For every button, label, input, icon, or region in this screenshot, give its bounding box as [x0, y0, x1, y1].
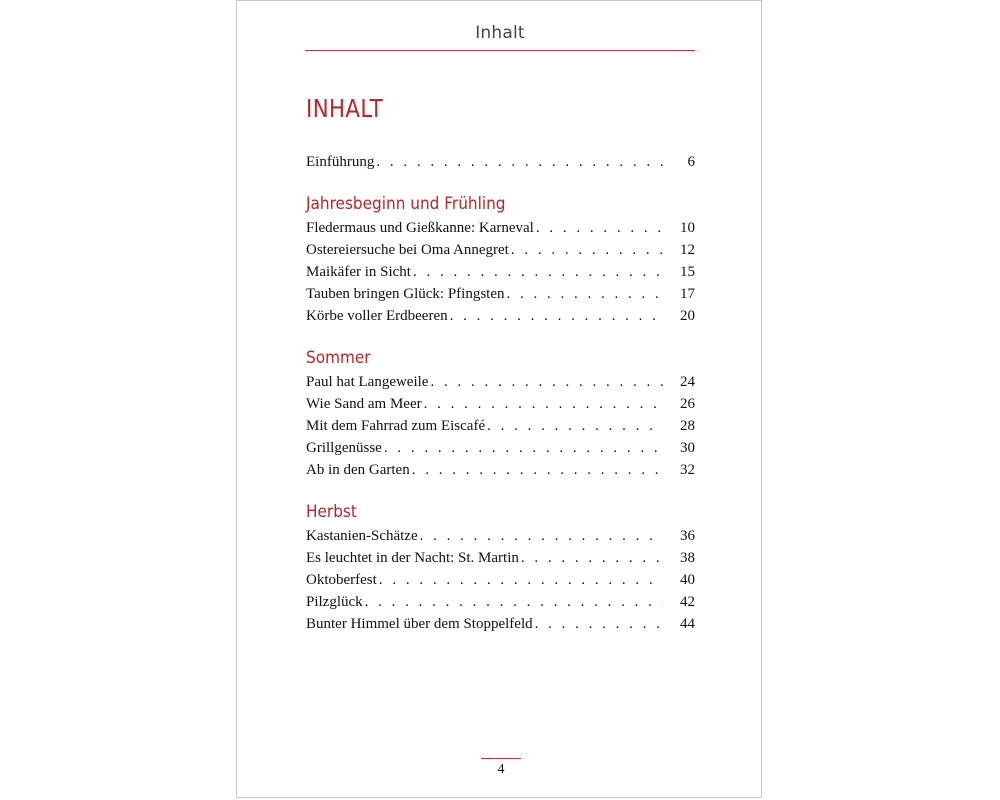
- leader-dots: [487, 415, 663, 437]
- running-head: Inhalt: [475, 23, 525, 43]
- toc-entry[interactable]: [306, 547, 695, 569]
- toc-entry-page: 28: [680, 418, 695, 434]
- leader-dots: [450, 305, 663, 327]
- toc-entry-page: 26: [680, 396, 695, 412]
- toc-entry-page: 10: [680, 220, 695, 236]
- leader-dots: [430, 371, 663, 393]
- leader-dots: [365, 591, 663, 613]
- toc-entry[interactable]: [306, 415, 695, 437]
- leader-dots: [536, 217, 663, 239]
- toc-entry-page: 17: [680, 286, 695, 302]
- header-rule: [305, 50, 695, 51]
- toc-entry-label: Paul hat Langeweile: [306, 374, 429, 390]
- leader-dots: [412, 459, 663, 481]
- toc-entry-page: 32: [680, 462, 695, 478]
- toc-entry-label: Körbe voller Erdbeeren: [306, 308, 448, 324]
- toc-entry-page: 42: [680, 594, 695, 610]
- table-of-contents: [306, 93, 695, 655]
- toc-entry-label: Kastanien-Schätze: [306, 528, 418, 544]
- toc-entry-label: Fledermaus und Gießkanne: Karneval: [306, 220, 534, 236]
- toc-entry-label: Tauben bringen Glück: Pfingsten: [306, 286, 505, 302]
- toc-entry-page: 44: [680, 616, 695, 632]
- toc-entry-label: Es leuchtet in der Nacht: St. Martin: [306, 550, 519, 566]
- section-title: Sommer: [306, 348, 371, 368]
- page-number: 4: [497, 762, 505, 777]
- toc-section-autumn: [306, 501, 695, 635]
- toc-section-summer: [306, 347, 695, 481]
- toc-entry-page: 6: [687, 154, 695, 170]
- leader-dots: [384, 437, 663, 459]
- footer-rule: [481, 758, 521, 759]
- leader-dots: [420, 525, 663, 547]
- toc-entry[interactable]: [306, 283, 695, 305]
- toc-entry[interactable]: [306, 569, 695, 591]
- toc-entry[interactable]: [306, 261, 695, 283]
- toc-entry-page: 24: [680, 374, 695, 390]
- toc-entry[interactable]: [306, 437, 695, 459]
- toc-entry[interactable]: [306, 239, 695, 261]
- leader-dots: [376, 151, 663, 173]
- toc-entry[interactable]: [306, 305, 695, 327]
- toc-entry-label: Pilzglück: [306, 594, 363, 610]
- toc-title: INHALT: [306, 94, 384, 123]
- leader-dots: [521, 547, 663, 569]
- section-title: Herbst: [306, 502, 357, 522]
- toc-entry-intro[interactable]: [306, 151, 695, 173]
- toc-entry-page: 40: [680, 572, 695, 588]
- toc-entry[interactable]: [306, 591, 695, 613]
- toc-section-spring: [306, 193, 695, 327]
- leader-dots: [511, 239, 663, 261]
- toc-entry-label: Grillgenüsse: [306, 440, 382, 456]
- toc-entry-label: Oktoberfest: [306, 572, 377, 588]
- toc-entry[interactable]: [306, 613, 695, 635]
- toc-entry-label: Ostereiersuche bei Oma Annegret: [306, 242, 509, 258]
- toc-entry-label: Mit dem Fahrrad zum Eiscafé: [306, 418, 486, 434]
- toc-entry-page: 20: [680, 308, 695, 324]
- leader-dots: [535, 613, 663, 635]
- toc-entry-label: Maikäfer in Sicht: [306, 264, 411, 280]
- toc-entry[interactable]: [306, 459, 695, 481]
- toc-entry-label: Bunter Himmel über dem Stoppelfeld: [306, 616, 533, 632]
- section-title: Jahresbeginn und Frühling: [306, 194, 506, 214]
- book-page: [236, 0, 762, 798]
- leader-dots: [424, 393, 663, 415]
- leader-dots: [379, 569, 663, 591]
- toc-entry-page: 30: [680, 440, 695, 456]
- toc-entry-page: 15: [680, 264, 695, 280]
- toc-entry-label: Einführung: [306, 154, 375, 170]
- toc-entry-label: Ab in den Garten: [306, 462, 410, 478]
- toc-entry[interactable]: [306, 217, 695, 239]
- toc-entry-page: 36: [680, 528, 695, 544]
- toc-entry-page: 38: [680, 550, 695, 566]
- toc-entry-label: Wie Sand am Meer: [306, 396, 422, 412]
- toc-entry-page: 12: [680, 242, 695, 258]
- toc-entry[interactable]: [306, 393, 695, 415]
- leader-dots: [507, 283, 664, 305]
- leader-dots: [413, 261, 663, 283]
- toc-entry[interactable]: [306, 371, 695, 393]
- toc-entry[interactable]: [306, 525, 695, 547]
